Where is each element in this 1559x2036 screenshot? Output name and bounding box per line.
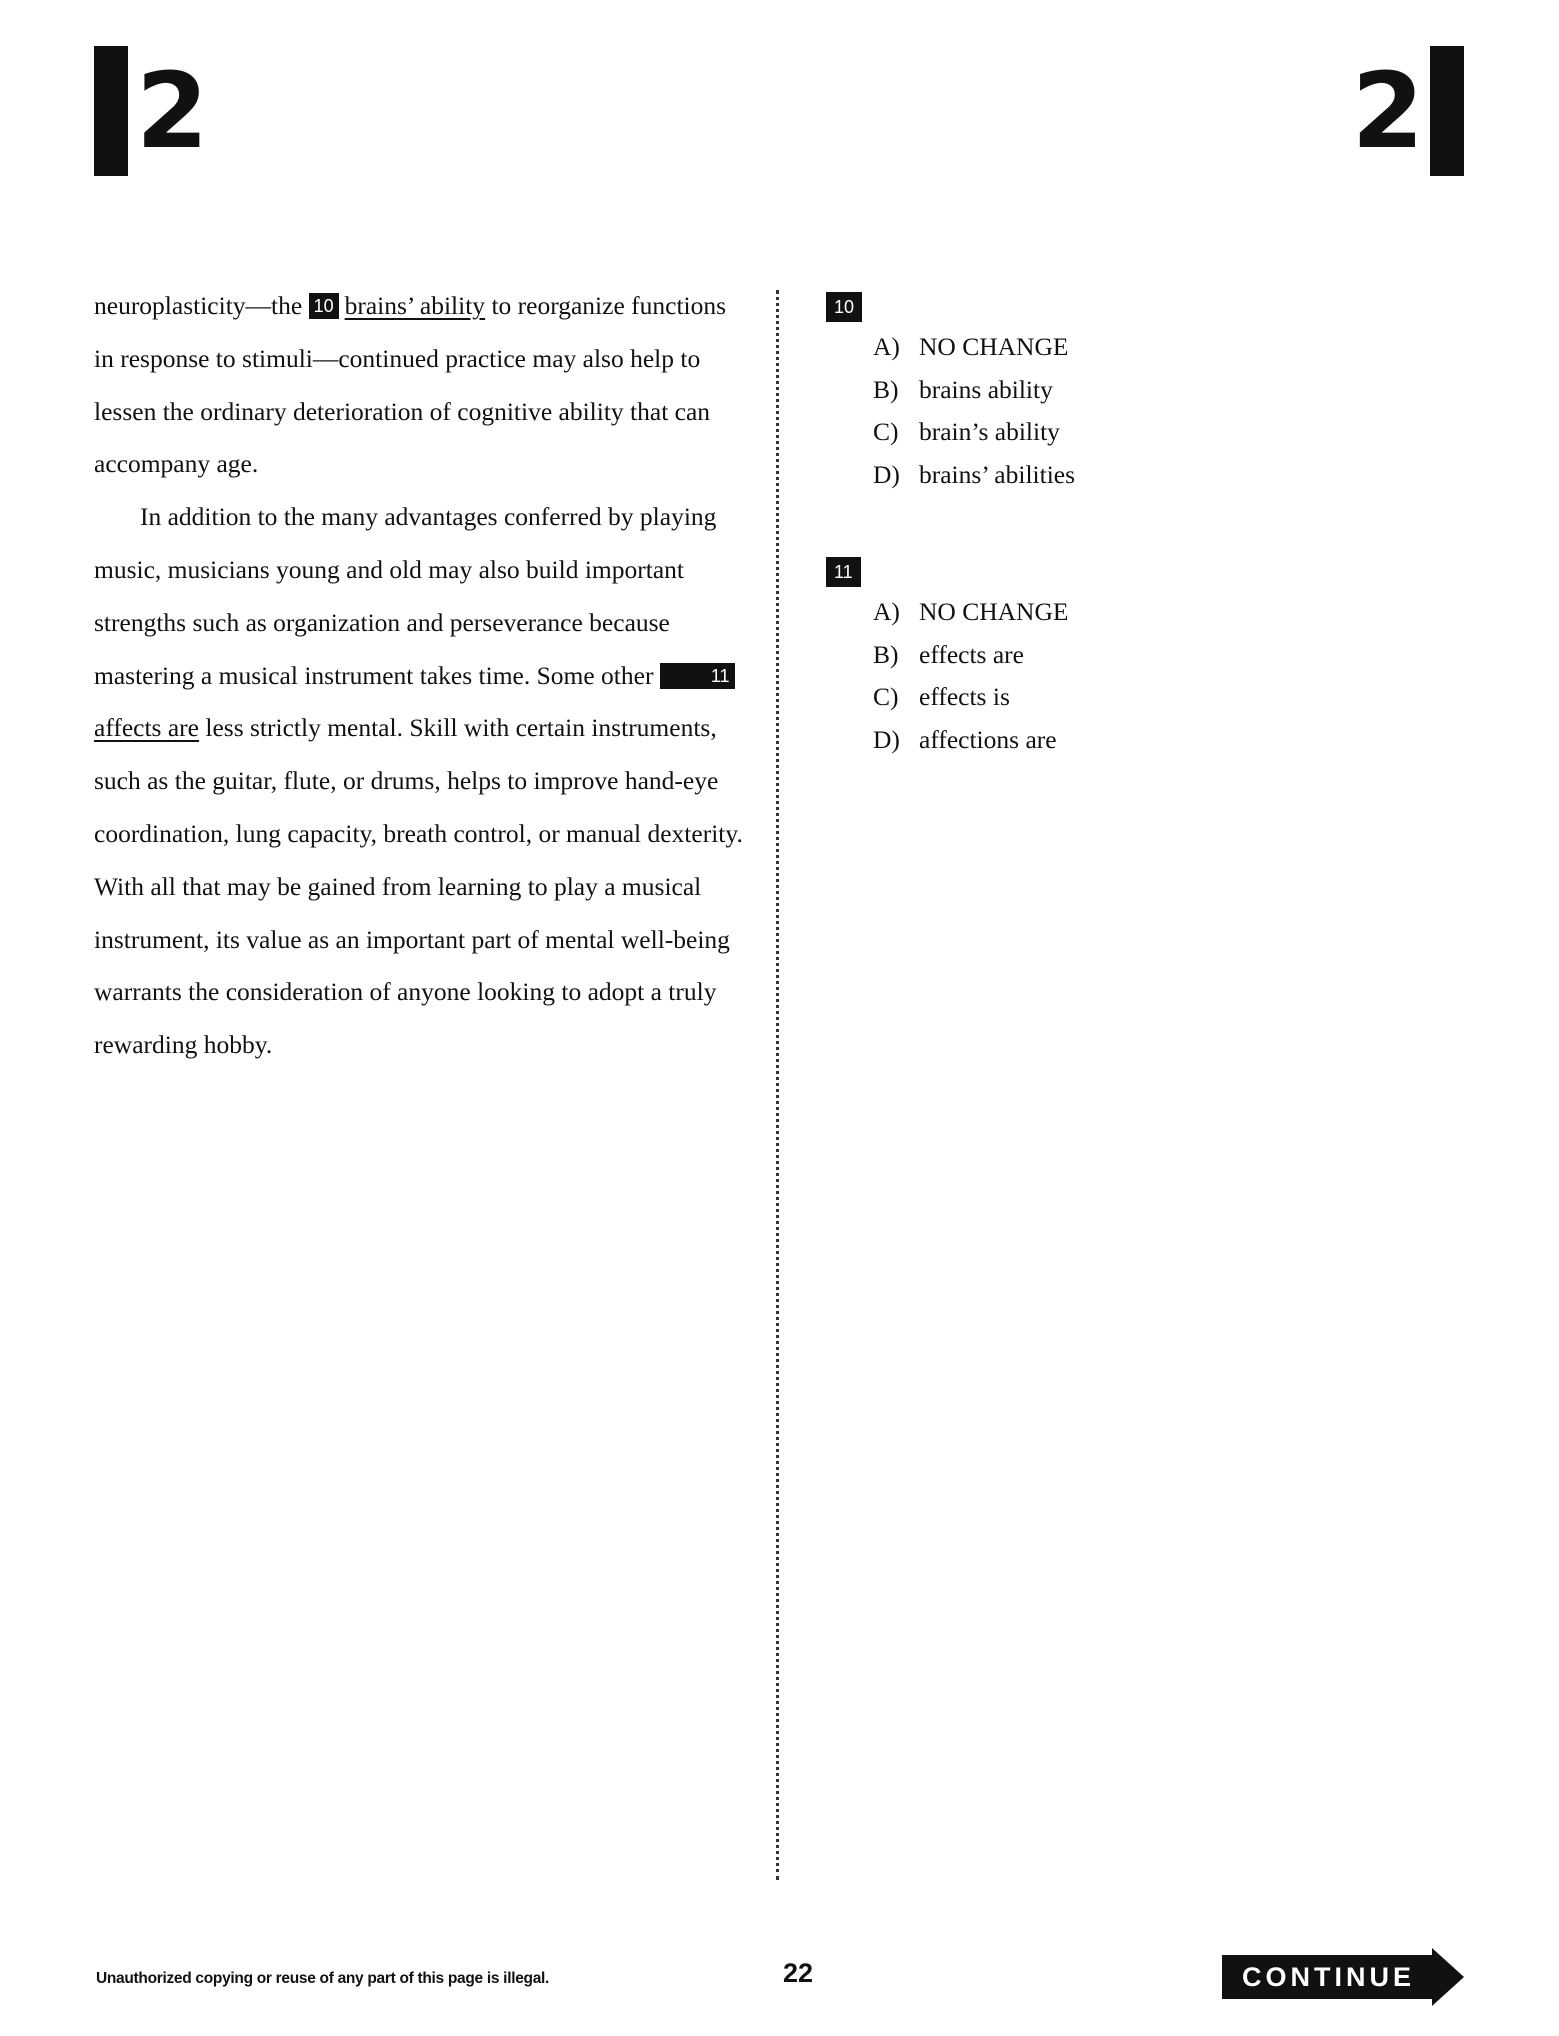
section-bar [94, 46, 128, 176]
passage-text: to reorganize functions in response to stimuli—continued practice may also help to lessen the ordinary deterioration of cognitive ability that can accompany age. [94, 291, 727, 479]
answer-option-b[interactable] [826, 634, 1068, 677]
question-10 [826, 292, 1075, 496]
section-bar [1430, 46, 1464, 176]
passage-paragraph-2 [94, 491, 744, 1072]
section-number: 2 [136, 50, 209, 172]
passage-text: In addition to the many advantages conferred by playing music, musicians young and old may also build important strengths such as organization and perseverance because mastering a musical instrument takes time. Some other [94, 502, 717, 690]
question-marker-10[interactable]: 10 [309, 293, 339, 319]
option-letter: B) [873, 374, 899, 404]
option-text: NO CHANGE [919, 597, 1069, 626]
question-number: 10 [826, 292, 862, 322]
question-11 [826, 557, 1068, 761]
section-number: 2 [1351, 50, 1424, 172]
underlined-phrase-11[interactable]: affects are [94, 713, 199, 743]
answer-option-a[interactable] [826, 326, 1075, 369]
option-text: affections are [919, 724, 1057, 754]
option-letter: A) [873, 597, 900, 626]
arrow-right-icon [1432, 1948, 1464, 2006]
option-text: brains’ abilities [919, 459, 1076, 489]
section-marker-right [1352, 46, 1464, 176]
answer-option-b[interactable] [826, 369, 1075, 412]
answer-options [826, 591, 1068, 761]
continue-label: CONTINUE [1222, 1955, 1432, 1999]
answer-options [826, 326, 1075, 496]
option-text: effects is [919, 682, 1010, 711]
question-number: 11 [826, 557, 861, 587]
option-letter: C) [873, 417, 899, 446]
passage-paragraph-1 [94, 280, 744, 491]
option-text: NO CHANGE [919, 332, 1069, 361]
passage-text: neuroplasticity—the [94, 291, 303, 320]
option-letter: A) [873, 332, 900, 361]
option-letter: D) [873, 459, 900, 489]
answer-option-d[interactable] [826, 454, 1075, 497]
page-number: 22 [783, 1958, 814, 1988]
section-marker-left [94, 46, 208, 176]
passage-text: less strictly mental. Skill with certain instruments, such as the guitar, flute, or drums, helps to improve hand-eye coordination, lung capacity, breath control, or manual dexterity. With all that may be gained from learning to play a musical instrument, its value as an important part of mental well-being warrants the consideration of anyone looking to adopt a truly rewarding hobby. [94, 713, 743, 1060]
passage [94, 280, 744, 1072]
option-text: brains ability [919, 374, 1053, 404]
continue-button[interactable] [1222, 1948, 1464, 2006]
option-text: brain’s ability [919, 417, 1060, 446]
answer-option-d[interactable] [826, 719, 1068, 762]
answer-option-c[interactable] [826, 676, 1068, 719]
underlined-phrase-10[interactable]: brains’ ability [344, 291, 486, 320]
option-letter: D) [873, 724, 900, 754]
option-letter: C) [873, 682, 899, 711]
question-marker-11[interactable]: 11 [660, 663, 735, 689]
column-divider [776, 290, 779, 1880]
answer-option-a[interactable] [826, 591, 1068, 634]
option-text: effects are [919, 639, 1024, 669]
copyright-notice: Unauthorized copying or reuse of any part of this page is illegal. [96, 1970, 550, 1987]
option-letter: B) [873, 639, 899, 669]
answer-option-c[interactable] [826, 411, 1075, 454]
